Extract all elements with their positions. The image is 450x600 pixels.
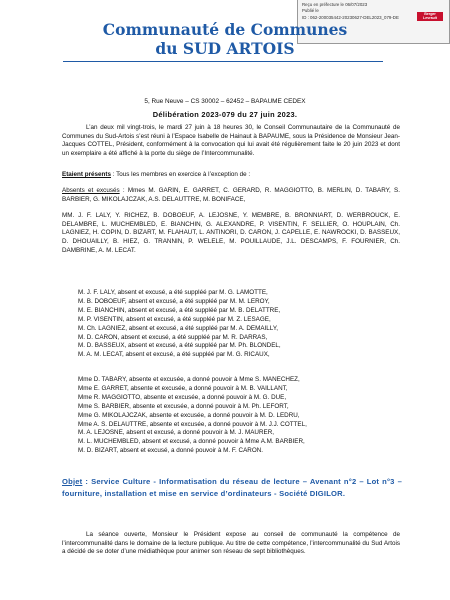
list-item: Mme E. GARRET, absente et excusée, a donné pouvoir à M. B. VAILLANT, <box>78 384 288 392</box>
header-divider <box>63 61 383 62</box>
list-item: Mme G. MIKOLAJCZAK, absente et excusée, a donné pouvoir à M. D. LEDRU, <box>78 411 300 419</box>
object-label: Objet <box>62 477 83 486</box>
list-item: Mme D. TABARY, absente et excusée, a donné pouvoir à Mme S. MANECHEZ, <box>78 376 300 383</box>
list-item: Mme S. BARBIER, absente et excusée, a donné pouvoir à M. Ph. LEFORT, <box>78 402 289 410</box>
absents-text: : Mmes M. GARIN, E. GARRET, C. GERARD, R. MAGGIOTTO, B. MERLIN, D. TABARY, S. BARBIER, G. MIKOLAJCZAK, A.S. DELAUTTRE, M. BONIFACE, <box>62 187 400 203</box>
presents-label: Etaient présents <box>62 171 111 178</box>
object-text: : Service Culture - Informatisation du réseau de lecture – Avenant n°2 – Lot n°3 – fourniture, installation et mise en service d’ordinateurs - Société DIGILOR. <box>62 477 402 498</box>
presents-line <box>62 171 400 180</box>
substitutes-list <box>78 289 408 360</box>
list-item: M. B. DOBOEUF, absent et excusé, a été suppléé par M. M. LEROY, <box>78 297 270 305</box>
proxies-list <box>78 376 408 456</box>
list-item: M. D. BASSEUX, absent et excusé, a été suppléé par M. Ph. BLONDEL, <box>78 342 281 350</box>
list-item: M. A. M. LECAT, absent et excusé, a été suppléé par M. G. RICAUX, <box>78 351 270 359</box>
list-item: Mme A. S. DELAUTTRE, absente et excusée, a donné pouvoir à M. J.J. COTTEL, <box>78 420 307 428</box>
org-address: 5, Rue Neuve – CS 30002 – 62452 – BAPAUME CEDEX <box>144 98 306 105</box>
presents-text: : Tous les membres en exercice à l’exception de : <box>111 171 251 178</box>
list-item: M. A. LEJOSNE, absent et excusé, a donné pouvoir à M. J. MAURER, <box>78 429 274 437</box>
absents-paragraph <box>62 187 400 204</box>
stamp-published: Publié le <box>302 8 319 14</box>
list-item: M. D. CARON, absent et excusé, a été suppléé par M. R. DARRAS, <box>78 333 268 341</box>
list-item: M. Ch. LAGNIEZ, absent et excusé, a été suppléé par M. A. DEMAILLY, <box>78 324 278 332</box>
object-heading <box>62 476 402 500</box>
intro-paragraph: L’an deux mil vingt-trois, le mardi 27 juin à 18 heures 30, le Conseil Communautaire de la Communauté de Communes du Sud-Artois s’est réuni à l’Espace Isabelle de Hainaut à BAPAUME, sous la Présidence de Monsieur Jean-Jacques COTTEL, Président, conformément à la convocation qui lui avait été régulièrement faite le 20 juin 2023 et dont un exemplaire a été affiché à la porte du siège de l’Intercommunalité. <box>62 124 400 158</box>
members-paragraph: MM. J. F. LALY, Y. RICHEZ, B. DOBOEUF, A. LEJOSNE, Y. MEMBRE, B. BRONNIART, D. WERBROUCK, E. DELAMBRE, L. MUCHEMBLED, E. BIANCHIN, G. ALEXANDRE, P. VISENTIN, F. SELLIER, O. HOUPLAIN, Ch. LAGNIEZ, H. COPIN, D. BIZART, M. FLAHAUT, L. ANTINORI, D. CARON, J. CAPELLE, E. NAWROCKI, D. BASSEUX, D. DHOUAILLY, B. HIEZ, G. TRANNIN, P. WELELE, M. POUILLAUDE, J.L. DESCAMPS, F. FOURNIER, Ch. DAMBRINE, A. M. LECAT. <box>62 212 400 254</box>
closing-paragraph: La séance ouverte, Monsieur le Président expose au conseil de communauté la compétence de l’intercommunalité dans le domaine de la lecture publique. Au titre de cette compétence, l’intercommunalité du Sud Artois a décidé de se doter d’une médiathèque pour animer son réseau de sept bibliothèques. <box>62 531 400 556</box>
berger-levrault-logo: Berger Levrault <box>417 12 443 21</box>
stamp-id: ID : 062-200035442-20230627-DEL2023_079-DE <box>302 14 399 20</box>
list-item: M. J. F. LALY, absent et excusé, a été suppléé par M. G. LAMOTTE, <box>78 289 268 296</box>
list-item: Mme R. MAGGIOTTO, absente et excusée, a donné pouvoir à M. G. DUE, <box>78 393 287 401</box>
list-item: M. P. VISENTIN, absent et excusé, a été suppléé par M. Z. LESAGE, <box>78 315 271 323</box>
list-item: M. D. BIZART, absent et excusé, a donné pouvoir à M. F. CARON. <box>78 447 264 455</box>
org-title-line2: du SUD ARTOIS <box>155 39 295 58</box>
list-item: M. E. BIANCHIN, absent et excusé, a été suppléé par M. B. DELATTRE, <box>78 306 281 314</box>
org-title-line1: Communauté de Communes <box>102 20 348 39</box>
absents-label: Absents et excusés <box>62 187 120 194</box>
deliberation-title: Délibération 2023-079 du 27 juin 2023. <box>152 110 298 119</box>
stamp-received-date: Reçu en préfecture le 06/07/2023 <box>302 2 368 7</box>
list-item: M. L. MUCHEMBLED, absent et excusé, a donné pouvoir à Mme A.M. BARBIER, <box>78 438 305 446</box>
